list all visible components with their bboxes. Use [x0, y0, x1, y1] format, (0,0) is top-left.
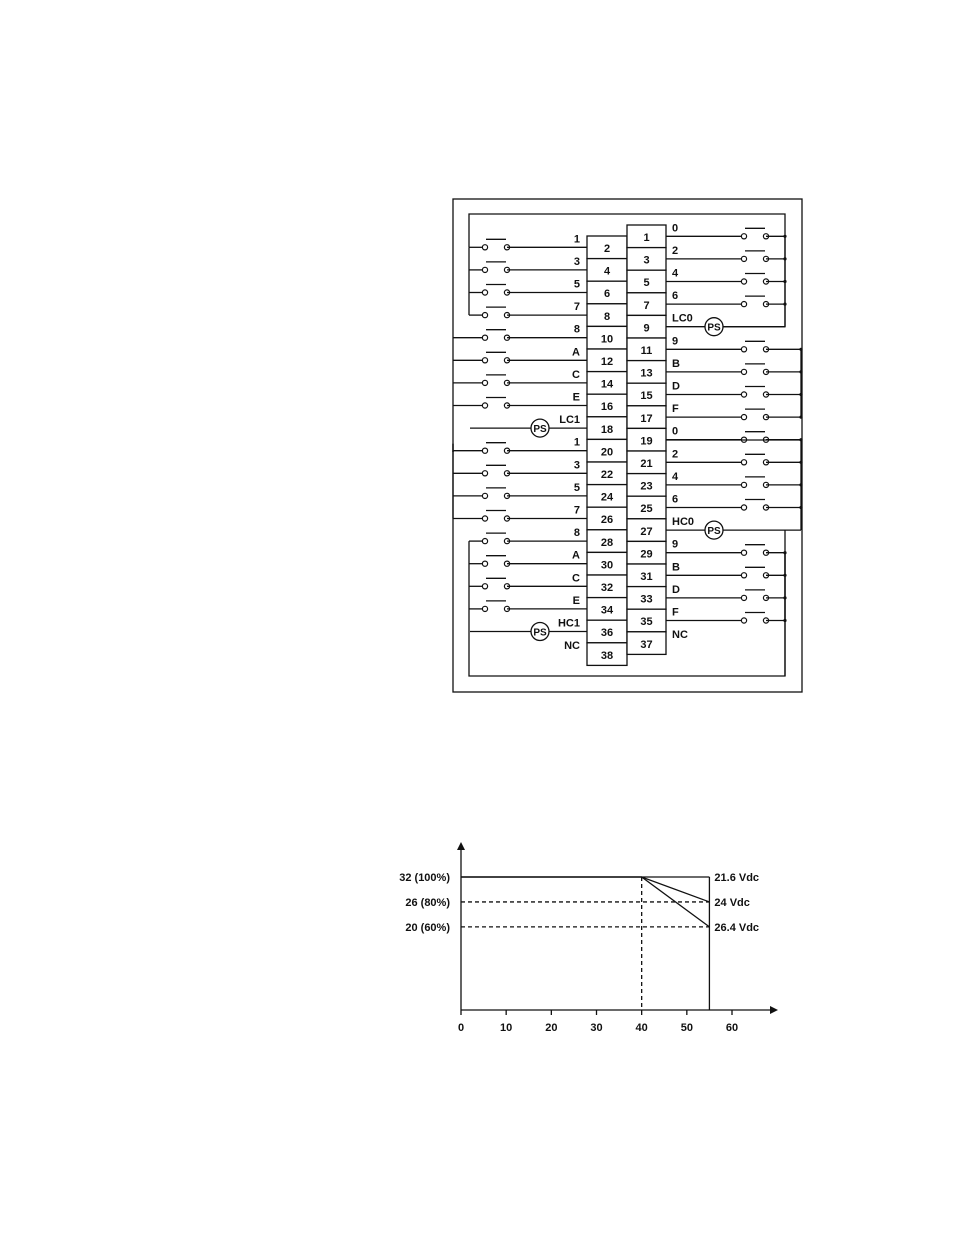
switch-contact: [741, 550, 746, 555]
signal-label: 1: [573, 233, 580, 246]
switch-contact: [741, 369, 746, 374]
switch-contact: [741, 234, 746, 239]
power-supply-label: PS: [707, 322, 721, 334]
switch-contact: [482, 561, 487, 566]
switch-contact: [741, 415, 746, 420]
switch-contact: [482, 335, 487, 340]
signal-label: NC: [672, 629, 688, 642]
signal-label: 1: [573, 436, 580, 449]
switch-contact: [741, 256, 746, 261]
terminal-number: 28: [600, 536, 614, 549]
power-supply-label: PS: [707, 526, 721, 538]
switch-contact: [741, 573, 746, 578]
terminal-number: 1: [643, 232, 650, 244]
terminal-number: 35: [640, 616, 653, 629]
switch-contact: [482, 516, 487, 521]
terminal-number: 2: [603, 243, 611, 255]
terminal-number: 20: [600, 446, 614, 459]
signal-label: F: [672, 606, 679, 619]
y-tick-label: 32 (100%): [399, 872, 450, 884]
signal-label: 7: [573, 301, 580, 314]
terminal-number: 12: [600, 356, 614, 368]
terminal-number: 22: [600, 469, 614, 481]
signal-label: 8: [573, 527, 580, 540]
signal-label: D: [672, 380, 680, 393]
switch-contact: [741, 482, 746, 487]
switch-contact: [741, 618, 746, 623]
signal-label: 9: [672, 335, 679, 348]
x-tick-label: 40: [635, 1022, 648, 1034]
switch-contact: [482, 290, 487, 295]
signal-label: A: [572, 549, 580, 562]
signal-label: C: [572, 368, 580, 381]
signal-label: 6: [672, 290, 679, 303]
terminal-number: 13: [640, 367, 653, 380]
series-line: [461, 877, 709, 902]
terminal-number: 11: [640, 345, 653, 357]
x-tick-label: 50: [680, 1022, 693, 1034]
switch-contact: [482, 403, 487, 408]
signal-label: C: [572, 572, 580, 585]
terminal-number: 26: [600, 514, 614, 527]
signal-label: 3: [573, 459, 580, 472]
terminal-number: 18: [600, 423, 614, 436]
wiring-diagram: [453, 199, 803, 692]
signal-label: LC1: [559, 414, 580, 427]
switch-contact: [741, 302, 746, 307]
terminal-number: 21: [640, 458, 653, 470]
switch-contact: [741, 347, 746, 352]
terminal-number: 7: [643, 299, 650, 312]
signal-label: 4: [672, 267, 679, 280]
terminal-number: 15: [640, 390, 653, 403]
terminal-number: 33: [640, 593, 653, 606]
signal-label: A: [572, 346, 580, 359]
switch-contact: [482, 245, 487, 250]
signal-label: HC0: [672, 516, 695, 529]
signal-label: 5: [573, 278, 580, 291]
signal-label: 8: [573, 323, 580, 336]
switch-contact: [482, 358, 487, 363]
x-tick-label: 10: [500, 1022, 513, 1034]
signal-label: HC1: [557, 617, 580, 630]
series-label: 21.6 Vdc: [714, 872, 760, 884]
power-supply-label: PS: [533, 627, 547, 639]
derating-chart: [399, 842, 778, 1034]
signal-label: 2: [672, 244, 679, 257]
signal-label: 3: [573, 255, 580, 268]
terminal-number: 30: [600, 559, 614, 572]
switch-contact: [741, 595, 746, 600]
terminal-number: 25: [640, 503, 653, 516]
switch-contact: [482, 267, 487, 272]
y-axis-arrow: [457, 842, 465, 850]
x-tick-label: 0: [457, 1022, 465, 1034]
signal-label: 0: [672, 222, 679, 235]
terminal-number: 4: [603, 265, 611, 278]
switch-contact: [482, 493, 487, 498]
x-tick-label: 30: [590, 1022, 603, 1034]
signal-label: E: [572, 594, 580, 607]
terminal-number: 24: [600, 491, 614, 504]
power-supply-label: PS: [533, 424, 547, 436]
terminal-number: 16: [600, 401, 614, 414]
switch-contact: [482, 448, 487, 453]
signal-label: F: [672, 403, 679, 416]
terminal-number: 9: [643, 322, 650, 335]
terminal-number: 5: [643, 277, 650, 290]
terminal-number: 37: [640, 638, 653, 651]
signal-label: 0: [672, 425, 679, 438]
terminal-number: 14: [600, 378, 614, 391]
signal-label: D: [672, 583, 680, 596]
signal-label: 2: [672, 448, 679, 461]
x-tick-label: 60: [725, 1022, 739, 1034]
y-tick-label: 20 (60%): [405, 921, 450, 934]
series-label: 24 Vdc: [714, 896, 750, 909]
y-tick-label: 26 (80%): [405, 896, 450, 909]
switch-contact: [741, 392, 746, 397]
series-label: 26.4 Vdc: [714, 921, 760, 934]
switch-contact: [482, 471, 487, 476]
terminal-number: 8: [603, 310, 611, 323]
terminal-number: 36: [600, 627, 614, 640]
switch-contact: [482, 380, 487, 385]
signal-label: 5: [573, 481, 580, 494]
terminal-number: 34: [600, 604, 614, 617]
signal-label: 4: [672, 470, 679, 483]
switch-contact: [482, 584, 487, 589]
signal-label: E: [572, 391, 580, 404]
terminal-number: 31: [640, 571, 653, 583]
terminal-number: 17: [640, 412, 653, 425]
terminal-number: 32: [600, 582, 614, 594]
signal-label: LC0: [672, 312, 693, 325]
terminal-number: 23: [640, 480, 653, 493]
terminal-number: 38: [600, 649, 614, 662]
x-axis-arrow: [770, 1006, 778, 1014]
switch-contact: [482, 539, 487, 544]
terminal-number: 29: [640, 548, 653, 561]
switch-contact: [482, 313, 487, 318]
terminal-number: 3: [643, 254, 650, 267]
switch-contact: [482, 606, 487, 611]
terminal-number: 27: [640, 525, 653, 538]
signal-label: 6: [672, 493, 679, 506]
switch-contact: [741, 460, 746, 465]
terminal-number: 6: [603, 288, 611, 301]
signal-label: 7: [573, 504, 580, 517]
terminal-number: 10: [600, 333, 614, 346]
terminal-number: 19: [640, 435, 653, 448]
signal-label: B: [672, 561, 680, 574]
switch-contact: [741, 279, 746, 284]
signal-label: B: [672, 357, 680, 370]
signal-label: 9: [672, 538, 679, 551]
x-tick-label: 20: [545, 1022, 558, 1034]
signal-label: NC: [564, 640, 580, 653]
switch-contact: [741, 505, 746, 510]
